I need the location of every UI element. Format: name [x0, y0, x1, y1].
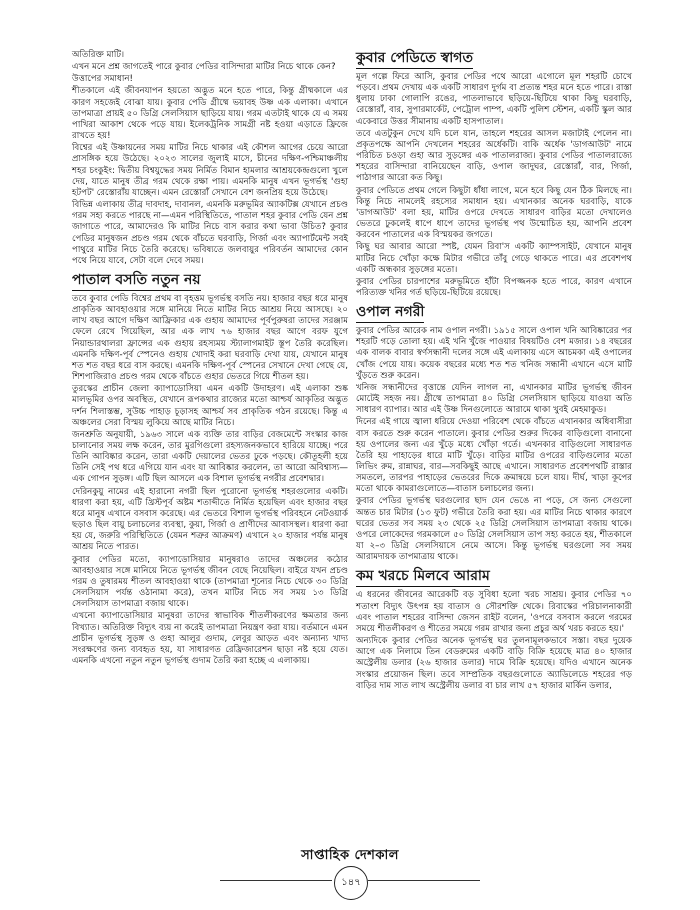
section-body: [356, 590, 632, 691]
magazine-name: সাপ্তাহিক দেশকাল: [301, 848, 399, 863]
paragraph: এখনো ক্যাপাডোসিয়ার মানুষরা তাদের স্বাভাবিক শীতলীকরণের ক্ষমতার জন্য বিখ্যাত। অতিরিক্ত বিদ্যুৎ ব্যয় না করেই তাপমাত্রা নিয়ন্ত্রণ করা যায়। বর্তমানে এমন প্রাচীন ভূগর্ভস্থ সুড়ঙ্গ ও গুহা আলুর গুদাম, লেবুর আড়ত এবং অন্যান্য খাদ্য সংরক্ষণের জন্য ব্যবহৃত হয়, যা সাধারণত রেফ্রিজারেশন ছাড়া নষ্ট হয়ে যেত। এমনকি এখনো নতুন নতুন ভূগর্ভস্থ গুদাম তৈরি করা হচ্ছে এ এলাকায়।: [72, 611, 348, 666]
paragraph: অন্যদিকে কুবার পেডির অনেক ভূগর্ভস্থ ঘর তুলনামূলকভাবে সস্তা। বছর দুয়েক আগে এক নিলামে তিন বেডরুমের একটি বাড়ি বিক্রি হয়েছে মাত্র ৪০ হাজার অস্ট্রেলীয় ডলার (২৬ হাজার ডলার) দামে বিক্রি হয়েছে। যদিও এখানে অনেক সংস্কার প্রয়োজন ছিল। তবে সাম্প্রতিক বছরগুলোতে অ্যাডিলেডে শহরের গড় বাড়ির দাম সাত লাখ অস্ট্রেলীয় ডলার বা চার লাখ ৫৭ হাজার মার্কিন ডলার,: [356, 636, 632, 691]
paragraph: অতিরিক্ত মাটি।: [72, 50, 125, 60]
section-heading: ওপাল নগরী: [356, 304, 424, 323]
section-body: [356, 326, 632, 563]
footer-rule-left: [220, 880, 332, 881]
left-column: [72, 50, 348, 668]
page-number: ১৪৭: [341, 876, 361, 888]
section-heading: পাতাল বসতি নতুন নয়: [72, 272, 201, 291]
paragraph: কুবার পেডির মতো, ক্যাপাডোসিয়ার মানুষরাও তাদের অঞ্চলের কঠোর আবহাওয়ার সঙ্গে মানিয়ে নিতে ভূগর্ভস্থ জীবন বেছে নিয়েছিল। বাইরে যখন প্রচণ্ড গরম ও তুষারময় শীতল আবহাওয়া থাকে (তাপমাত্রা শূন্যের নিচে থেকে ৩০ ডিগ্রি সেলসিয়াস পর্যন্ত ওঠানামা করে), তখন মাটির নিচে সব সময় ১৩ ডিগ্রি সেলসিয়াস তাপমাত্রা বজায় থাকে।: [72, 554, 348, 610]
page-footer: [0, 846, 700, 867]
paragraph: কিছু ঘর আবার আরো স্পষ্ট, যেমন রিবা'স একটি ক্যাম্পসাইট, যেখানে মানুষ মাটির নিচে খোঁড়া কক্ষে মিটার গভীরে তাঁবু গেড়ে থাকতে পারে। এর প্রবেশপথ একটি অন্ধকার সুড়ঙ্গের মতো।: [356, 242, 632, 275]
paragraph: শীতকালে এই জীবনযাপন হয়তো অদ্ভুত মনে হতে পারে, কিন্তু গ্রীষ্মকালে এর কারণ সহজেই বোঝা যায়। কুবার পেডি গ্রীষ্মে ভয়াবহ উষ্ণ এক এলাকা। এখানে তাপমাত্রা প্রায়ই ৫০ ডিগ্রি সেলসিয়াস ছাড়িয়ে যায়। গরম এতটাই থাকে যে এ সময় পাখিরা আকাশ থেকে পড়ে যায়। ইলেকট্রনিক সামগ্রী নষ্ট হওয়া এড়াতে ফ্রিজে রাখতে হয়!: [72, 86, 348, 142]
paragraph: কুবার পেডির চারপাশের মরুভূমিতে হাঁটা বিপজ্জনক হতে পারে, কারণ এখানে পরিত্যক্ত খনির গর্ত ছড়িয়ে-ছিটিয়ে রয়েছে।: [356, 276, 632, 298]
section-heading: কুবার পেডিতে স্বাগত: [356, 50, 473, 69]
section-body: [72, 294, 348, 667]
paragraph: এখন মনে প্রশ্ন জাগতেই পারে কুবার পেডির বাসিন্দারা মাটির নিচে থাকে কেন?: [72, 62, 336, 73]
paragraph: বিভিন্ন এলাকায় তীব্র দাবদাহ, দাবানল, এমনকি মরুভূমির অ্যাকটিক্স যেখানে প্রচণ্ড গরম সহ্য করতে পারছে না—এমন পরিস্থিতিতে, পাতাল শহর কুবার পেডি যেন প্রশ্ন জাগাতে পারে, আমাদেরও কি মাটির নিচে বাস করার কথা ভাবা উচিত? কুবার পেডির মানুষজন প্রচণ্ড গরম থেকে বাঁচতে ঘরবাড়ি, গির্জা এবং অ্যাপার্টমেন্ট সবই পাথুরে মাটির নিচে তৈরি করেছে। ভবিষ্যতে জলবায়ুর পরিবর্তন আমাদের কোন পথে নিয়ে যাবে, সেটা বলে দেবে সময়।: [72, 200, 348, 266]
paragraph: তবে এতটুকুন দেখে যদি চলে যান, তাহলে শহরের আসল মজাটাই পেলেন না। প্রকৃতপক্ষে আপনি দেখলেন শহরের অর্ধেকটি। বাকি অর্ধেক 'ডাগআউট' নামে পরিচিত চওড়া গুহা আর সুড়ঙ্গের এক পাতালরাজ্য। কুবার পেডির পাতালরাজ্যে শহরের বাসিন্দারা বানিয়েছেন বাড়ি, ওপাল জাদুঘর, রেস্তোরাঁ, বার, গির্জা, পাঠাগার আরো কত কিছু।: [356, 128, 632, 184]
paragraph: তবে কুবার পেডি বিশ্বের প্রথম বা বৃহত্তম ভূগর্ভস্থ বসতি নয়। হাজার বছর ধরে মানুষ প্রাকৃতিক আবহাওয়ার সঙ্গে মানিয়ে নিতে মাটির নিচে আশ্রয় নিয়ে আসছে। ২০ লাখ বছর আগে দক্ষিণ আফ্রিকার এক গুহায় আমাদের পূর্বপুরুষরা তাদের সরঞ্জাম ফেলে রেখে গিয়েছিল, আর এক লাখ ৭৬ হাজার বছর আগে বরফ যুগে নিয়ান্ডারথালরা ফ্রান্সের এক গুহায় রহস্যময় স্ট্যালাগমাইট স্তূপ তৈরি করেছিল। এমনকি দক্ষিণ-পূর্ব স্পেনেও গুহায় খোদাই করা ঘরবাড়ি দেখা যায়, যেখানে মানুষ শত শত বছর ধরে বাস করছে। এমনকি দক্ষিণ-পূর্ব স্পেনের সেখানে দেখা গেছে যে, শিশপাজিরাও প্রচণ্ড গরম থেকে বাঁচতে গুহার ভেতরে গিয়ে শীতল হয়।: [72, 293, 348, 383]
paragraph: খনিজ সন্ধানীদের বৃত্তান্তে যেদিন লাগল না, এখানকার মাটির ভূগর্ভস্থ জীবন মোটেই সহজ নয়। গ্রীষ্মে তাপমাত্রা ৪০ ডিগ্রি সেলসিয়াস ছাড়িয়ে যাওয়া অতি সাধারণ ব্যাপার। আর এই উষ্ণ দিনগুলোতে আরামে থাকা খুবই মেহমাকুড।: [356, 382, 632, 416]
section-heading: কম খরচে মিলবে আরাম: [356, 568, 490, 587]
paragraph: দেরিনকুয়ু নামের এই হারানো নগরী ছিল পুরোনো ভূগর্ভস্থ শহরগুলোর একটি। ধারণা করা হয়, এটি খ্রিস্টপূর্ব অষ্টম শতাব্দীতে নির্মিত হয়েছিল এবং হাজার বছর ধরে মানুষ এখানে বসবাস করেছে। এর ভেতরে বিশাল ভূগর্ভস্থ পরিবহনে নেটওয়ার্ক ছড়াও ছিল বায়ু চলাচলের ব্যবস্থা, কুয়া, গির্জা ও প্রাণীদের আবাসস্থল। ধারণা করা হয় যে, জরুরি পরিস্থিতিতে (যেমন শত্রুর আক্রমণ) এখানে ২০ হাজার পর্যন্ত মানুষ আশ্রয় নিতে পারত।: [72, 486, 348, 553]
paragraph: তুরস্কের প্রাচীন জেলা ক্যাপাডোসিয়া এমন একটি উদাহরণ। এই এলাকা শুষ্ক মালভূমির ওপর অবস্থিত, যেখানে রূপকথার রাজ্যের মতো আশ্চর্য আকৃতির অদ্ভুত দর্শন শিলাস্তম্ভ, সুউচ্চ পাহাড় চূড়াসহ আশ্চর্য সব প্রাকৃতিক গঠন রয়েছে। কিন্তু এ অঞ্চলের সেরা বিস্ময় লুকিয়ে আছে মাটির নিচে।: [72, 384, 348, 428]
paragraph: মূল গল্পে ফিরে আসি, কুবার পেডির পথে আরো এগোলে মূল শহরটি চোখে পড়বে। প্রথম দেখায় এক একটি সাধারণ দুর্গম বা প্রত্যন্ত শহর মনে হতে পারে। রাস্তা ধুলায় ঢাকা গোলাপি রঙের, পাতলাভাবে ছড়িয়ে-ছিটিয়ে থাকা কিছু ঘরবাড়ি, রেস্তোরাঁ, বার, সুপারমার্কেট, পেট্রোল পাম্প, একটি পুলিশ স্টেশন, একটি স্কুল আর একেবারে উত্তর সীমানায় একটি হাসপাতাল।: [356, 72, 632, 127]
paragraph: উত্তাপের সমাধান!: [72, 74, 133, 85]
paragraph: এ ধরনের জীবনের আরেকটি বড় সুবিধা হলো খরচ সাশ্রয়। কুবার পেডির ৭০ শতাংশ বিদ্যুৎ উৎপন্ন হয় বাতাস ও সৌরশক্তি থেকে। রিবাস্কের পরিচালনাকারী এবং পাতাল শহরের বাসিন্দা জেসন রাইট বলেন, 'ওপরে বসবাস করলে গরমের সময়ে শীতলীকরণ ও শীতের সময়ে গরম রাখার জন্য প্রচুর অর্থ খরচ করতে হয়।': [356, 590, 632, 634]
paragraph: কুবার পেডির আরেক নাম ওপাল নগরী। ১৯১৫ সালে ওপাল খনি আবিষ্কারের পর শহরটি গড়ে তোলা হয়। এই খনি খুঁজে পাওয়ার বিষয়টিও বেশ মজার। ১৪ বছরের এক বালক বাবার স্বর্ণসন্ধানী দলের সঙ্গে এই এলাকায় এসে আচমকা এই ওপালের খোঁজ পেয়ে যায়। কয়েক বছরের মধ্যে শত শত খনিজ সন্ধানী এখানে এসে মাটি খুঁড়তে শুরু করেন।: [356, 326, 632, 381]
left-intro: [72, 50, 348, 267]
section-body: [356, 72, 632, 299]
footer-rule-right: [368, 880, 480, 881]
paragraph: কুবার পেডিতে প্রথম গেলে কিছুটা ধাঁধা লাগে, মনে হবে কিছু যেন ঠিক মিলছে না। কিন্তু নিচে নামলেই রহস্যের সমাধান হয়। এখানকার অনেক ঘরবাড়ি, যাকে 'ডাগআউট' বলা হয়, মাটির ওপরে দেখতে সাধারণ বাড়ির মতো দেখালেও ভেতরে ঢুকলেই ধাপে ধাপে তাদের ভূগর্ভস্থ পথ উন্মোচিত হয়, আপনি প্রবেশ করবেন পাতালের এক বিস্ময়কর জগতে।: [356, 185, 632, 241]
paragraph: জনশ্রুতি অনুযায়ী, ১৯৬৩ সালে এক ব্যক্তি তার বাড়ির বেজমেন্টে সংস্কার কাজ চালানোর সময় লক্ষ করেন, তার মুরগিগুলো রহস্যজনকভাবে হারিয়ে যাচ্ছে। পরে তিনি আবিষ্কার করেন, তারা একটি দেয়ালের ভেতর ঢুকে পড়ছে। কৌতূহলী হয়ে তিনি সেই পথ ধরে এগিয়ে যান এবং যা আবিষ্কার করলেন, তা আরো অবিশ্বাস্য—এক গোপন সুড়ঙ্গ। এটি ছিল আসলে এক বিশাল ভূগর্ভস্থ নগরীর প্রবেশদ্বার।: [72, 429, 348, 485]
page-number-circle: [334, 866, 368, 900]
paragraph: কুবার পেডির ভূগর্ভস্থ ঘরগুলোর ছাদ যেন ভেঙে না পড়ে, সে জন্য সেগুলো অন্তত চার মিটার (১৩ ফুট) গভীরে তৈরি করা হয়। এর মাটির নিচে থাকার কারণে ঘরের ভেতর সব সময় ২৩ থেকে ২৫ ডিগ্রি সেলসিয়াস তাপমাত্রা বজায় থাকে। ওপরে লোকেদের গরমকালে ৫০ ডিগ্রি সেলসিয়াস তাপ সহ্য করতে হয়, শীতকালে যা ২–৩ ডিগ্রি সেলসিয়াসে নেমে আসে। কিন্তু ভূগর্ভস্থ ঘরগুলো সব সময় আরামদায়ক তাপমাত্রায় থাকে।: [356, 496, 632, 563]
paragraph: দিনের এই গায়ে জ্বালা ধরিয়ে দেওয়া পরিবেশ থেকে বাঁচতে এখানকার অধিবাসীরা বাস করতে শুরু করেন পাতালে। কুবার পেডির শুরুর দিকের বাড়িগুলো বানানো হয় ওপালের জন্য এর খুঁড়ে মধ্যে খোঁড়া গর্তে। এখনকার বাড়িগুলো সাধারণত তৈরি হয় পাহাড়ের ধারে মাটি খুঁড়ে। বাড়ির মাটির ওপরের বাড়িগুলোর মতো লিভিং রুম, রান্নাঘর, বার—সবকিছুই আছে এখানে। সাধারণত প্রবেশপথটি রাস্তার সমতলে, তারপর পাহাড়ের ভেতরের দিকে ক্রমান্বয়ে চলে যায়। দীর্ঘ, খাড়া কূপের মতো থাকে কামরাগুলোতে—বাতাস চলাচলের জন্য।: [356, 417, 632, 495]
paragraph: বিশ্বের এই উষ্ণায়নের সময় মাটির নিচে থাকার এই কৌশল আগের চেয়ে আরো প্রাসঙ্গিক হয়ে উঠেছে। ২০২৩ সালের জুলাই মাসে, চীনের দক্ষিণ-পশ্চিমাঞ্চলীয় শহর চংকুইং: দ্বিতীয় বিশ্বযুদ্ধের সময় নির্মিত বিমান হামলার আশ্রয়কেন্দ্রগুলো খুলে দেয়, যাতে মানুষ তীব্র গরম থেকে রক্ষা পায়। এমনকি মানুষ এখন ভূগর্ভস্থ 'গুহা হটপট' রেস্তোরাঁয় যাচ্ছেন। এমন রেস্তোরাঁ সেখানে বেশ জনপ্রিয় হয়ে উঠেছে।: [72, 143, 348, 198]
right-column: [356, 50, 632, 693]
